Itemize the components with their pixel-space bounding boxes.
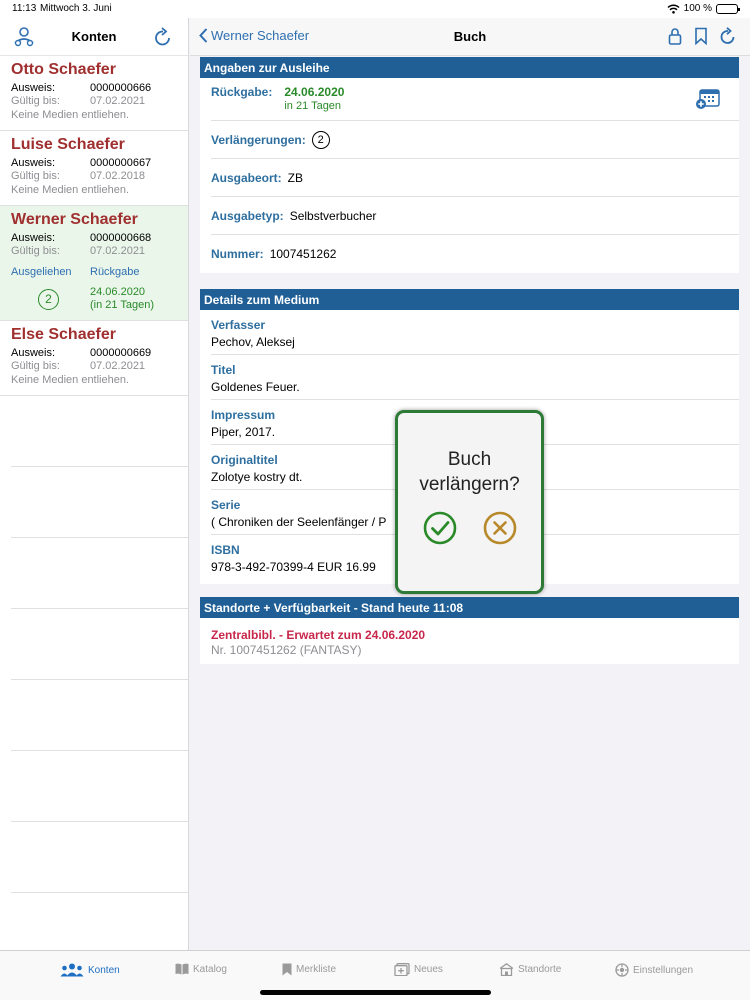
account-item-luise[interactable] [0, 131, 188, 206]
account-note: Keine Medien entliehen. [11, 109, 130, 121]
battery-icon [716, 4, 738, 14]
number-row [211, 235, 739, 273]
home-indicator[interactable] [260, 990, 491, 995]
field-value: Pechov, Aleksej [211, 335, 295, 349]
tab-standorte[interactable] [499, 963, 561, 976]
tab-label: Konten [88, 964, 120, 976]
return-relative: in 21 Tagen [284, 100, 342, 112]
number-value: 1007451262 [269, 247, 337, 261]
back-label: Werner Schaefer [211, 28, 310, 43]
field-title [211, 355, 739, 400]
dialog-question-line1: Buch [447, 449, 492, 470]
return-relative: (in 21 Tagen) [90, 299, 155, 311]
field-label: Titel [211, 363, 236, 377]
empty-row [11, 467, 188, 538]
account-item-otto[interactable] [0, 56, 188, 131]
field-label: ISBN [211, 543, 240, 557]
empty-row [11, 751, 188, 822]
empty-row [11, 680, 188, 751]
valid-label: Gültig bis: [11, 170, 60, 182]
renewals-row [211, 121, 739, 159]
account-item-werner[interactable] [0, 206, 188, 321]
tab-label: Einstellungen [633, 964, 694, 976]
renew-dialog [395, 410, 544, 594]
cancel-x-icon[interactable] [483, 511, 517, 545]
chevron-left-icon [199, 28, 208, 43]
valid-value: 07.02.2021 [90, 360, 146, 372]
valid-value: 07.02.2021 [90, 95, 146, 107]
field-value: Zolotye kostry dt. [211, 470, 303, 484]
loan-card [200, 78, 739, 273]
tab-merkliste[interactable] [282, 963, 336, 976]
wifi-icon [667, 4, 680, 14]
ausweis-label: Ausweis: [11, 347, 56, 359]
people-icon [60, 963, 84, 977]
account-name: Otto Schaefer [11, 61, 116, 78]
new-icon [394, 963, 410, 976]
tab-label: Merkliste [296, 964, 337, 975]
empty-row [11, 822, 188, 893]
ausweis-value: 0000000668 [90, 232, 152, 244]
locations-card [200, 618, 739, 664]
ausweis-value: 0000000667 [90, 157, 152, 169]
renewals-label: Verlängerungen: [211, 132, 306, 147]
ausweis-label: Ausweis: [11, 232, 56, 244]
status-time: 11:13 [12, 3, 37, 14]
field-label: Serie [211, 498, 241, 512]
empty-row [11, 396, 188, 467]
field-value: ( Chroniken der Seelenfänger / P [211, 515, 387, 529]
account-name: Werner Schaefer [11, 211, 138, 228]
borrowed-link[interactable]: Ausgeliehen [11, 266, 72, 278]
return-label: Rückgabe: [211, 85, 273, 99]
return-link[interactable]: Rückgabe [90, 266, 140, 278]
location-row [211, 159, 739, 197]
account-name: Luise Schaefer [11, 136, 125, 153]
number-label: Nummer: [211, 247, 264, 261]
empty-row [11, 609, 188, 680]
account-note: Keine Medien entliehen. [11, 184, 130, 196]
type-value: Selbstverbucher [289, 208, 377, 223]
field-label: Impressum [211, 408, 276, 422]
refresh-accounts-icon[interactable] [154, 27, 172, 52]
tab-label: Katalog [193, 963, 227, 975]
valid-label: Gültig bis: [11, 360, 60, 372]
detail-nav-bar [190, 18, 750, 56]
account-name: Else Schaefer [11, 326, 116, 343]
status-date: Mittwoch 3. Juni [40, 3, 112, 14]
field-label: Originaltitel [211, 453, 278, 467]
field-value: Piper, 2017. [211, 425, 276, 439]
location-availability: Zentralbibl. - Erwartet zum 24.06.2020 [211, 628, 426, 642]
settings-icon [615, 963, 629, 977]
tab-katalog[interactable] [175, 963, 227, 975]
confirm-check-icon[interactable] [423, 511, 457, 545]
tab-neues[interactable] [394, 963, 443, 976]
type-label: Ausgabetyp: [211, 208, 284, 223]
field-label: Verfasser [211, 318, 266, 332]
ausweis-value: 0000000666 [90, 82, 152, 94]
accounts-pane [0, 18, 189, 950]
bookmark-icon[interactable] [694, 27, 708, 45]
status-bar [0, 0, 750, 18]
ausweis-label: Ausweis: [11, 157, 56, 169]
tab-label: Standorte [518, 964, 562, 975]
return-row [211, 78, 739, 121]
medium-section-header: Details zum Medium [200, 289, 739, 310]
accounts-nav-bar [0, 18, 188, 56]
account-item-else[interactable] [0, 321, 188, 396]
accounts-title: Konten [71, 29, 117, 44]
building-icon [499, 963, 514, 976]
tab-konten[interactable] [60, 963, 120, 977]
loan-count-badge: 2 [38, 289, 59, 310]
lock-icon[interactable] [668, 27, 682, 45]
book-icon [175, 963, 189, 975]
bookmark-icon [282, 963, 292, 976]
tab-label: Neues [414, 964, 443, 975]
location-value: ZB [287, 170, 304, 185]
dialog-question-line2: verlängern? [419, 474, 520, 495]
ausweis-label: Ausweis: [11, 82, 56, 94]
field-value: Goldenes Feuer. [211, 380, 300, 394]
return-date: 24.06.2020 [90, 286, 146, 298]
return-date: 24.06.2020 [284, 85, 345, 99]
back-button[interactable] [199, 28, 309, 43]
renewals-count: 2 [312, 131, 330, 149]
valid-value: 07.02.2021 [90, 245, 146, 257]
type-row [211, 197, 739, 235]
field-author [211, 310, 739, 355]
field-value: 978-3-492-70399-4 EUR 16.99 [211, 560, 376, 574]
detail-title: Buch [453, 29, 487, 44]
valid-label: Gültig bis: [11, 245, 60, 257]
tab-einstellungen[interactable] [615, 963, 693, 977]
locations-section-header: Standorte + Verfügbarkeit - Stand heute 11:08 [200, 597, 739, 618]
refresh-icon[interactable] [720, 27, 736, 45]
location-shelfmark: Nr. 1007451262 (FANTASY) [211, 643, 362, 657]
add-calendar-icon[interactable] [695, 87, 721, 116]
battery-percent: 100 % [683, 3, 712, 14]
location-label: Ausgabeort: [211, 170, 282, 185]
valid-label: Gültig bis: [11, 95, 60, 107]
empty-row [11, 538, 188, 609]
loan-section-header: Angaben zur Ausleihe [200, 57, 739, 78]
ausweis-value: 0000000669 [90, 347, 152, 359]
valid-value: 07.02.2018 [90, 170, 146, 182]
account-note: Keine Medien entliehen. [11, 374, 130, 386]
